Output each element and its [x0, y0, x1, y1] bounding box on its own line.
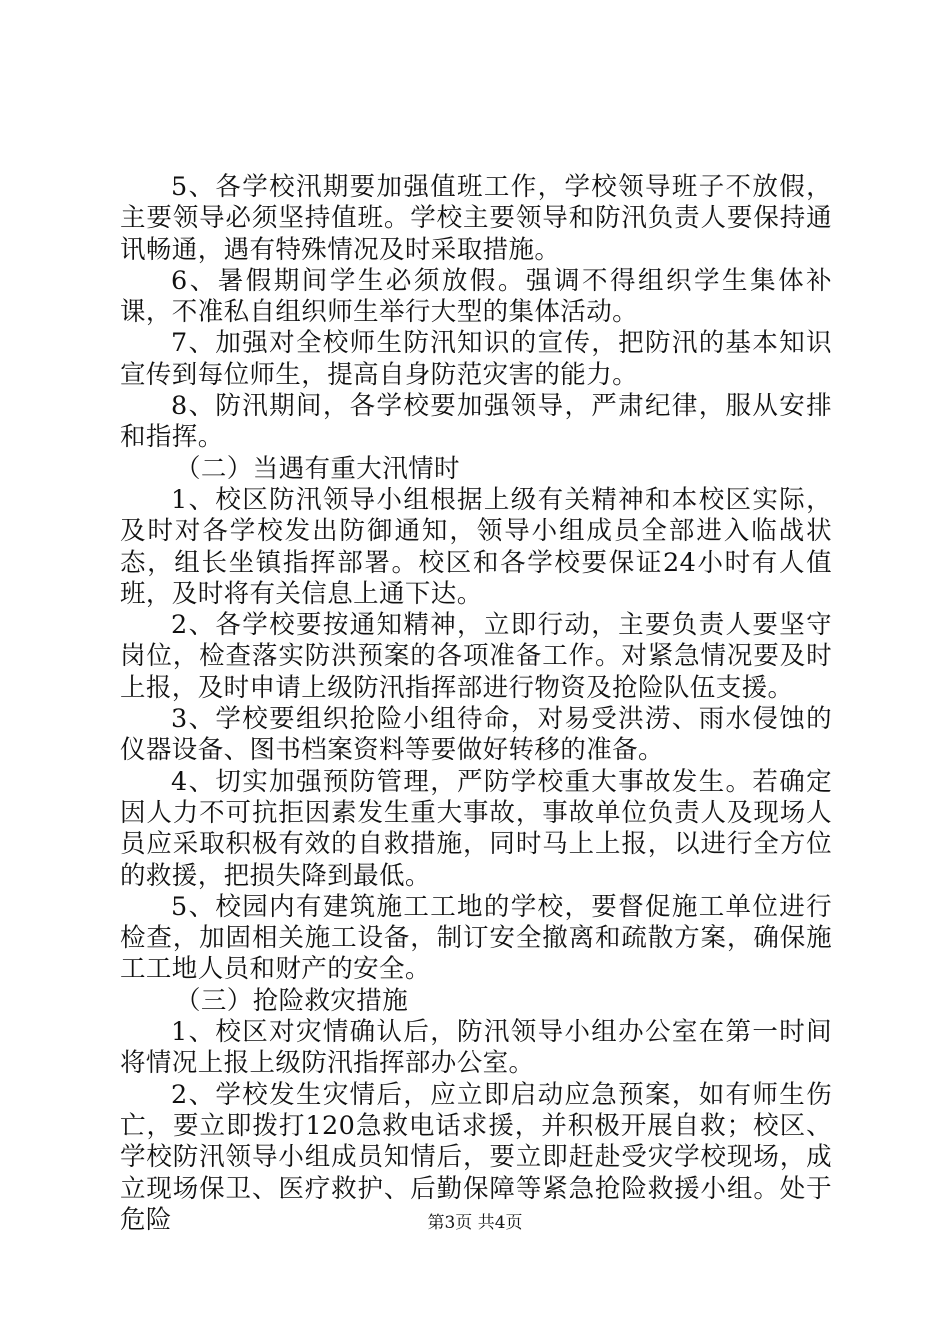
paragraph-rescue-team: 3、学校要组织抢险小组待命，对易受洪涝、雨水侵蚀的仪器设备、图书档案资料等要做好转移的准备。 [120, 704, 832, 766]
paragraph-construction: 5、校园内有建筑施工工地的学校，要督促施工单位进行检查，加固相关施工设备，制订安全撤离和疏散方案，确保施工工地人员和财产的安全。 [120, 891, 832, 985]
paragraph-prevention: 4、切实加强预防管理，严防学校重大事故发生。若确定因人力不可抗拒因素发生重大事故，事故单位负责人及现场人员应采取积极有效的自救措施，同时马上上报，以进行全方位的救援，把损失降到最低。 [120, 766, 832, 891]
page-number-label: 第3页 共4页 [427, 1213, 523, 1233]
paragraph-action: 2、各学校要按通知精神，立即行动，主要负责人要坚守岗位，检查落实防洪预案的各项准备工作。对紧急情况要及时上报，及时申请上级防汛指挥部进行物资及抢险队伍支援。 [120, 610, 832, 703]
paragraph-duty: 5、各学校汛期要加强值班工作，学校领导班子不放假，主要领导必须坚持值班。学校主要领导和防汛负责人要保持通讯畅通，遇有特殊情况及时采取措施。 [120, 172, 832, 265]
paragraph-discipline: 8、防汛期间，各学校要加强领导，严肃纪律，服从安排和指挥。 [120, 391, 832, 453]
section-heading-major-flood: （二）当遇有重大汛情时 [175, 453, 460, 484]
page-footer [0, 1212, 950, 1234]
section-heading-rescue-measures: （三）抢险救灾措施 [175, 985, 409, 1016]
paragraph-report: 1、校区对灾情确认后，防汛领导小组办公室在第一时间将情况上报上级防汛指挥部办公室。 [120, 1017, 832, 1079]
paragraph-emergency-plan: 2、学校发生灾情后，应立即启动应急预案，如有师生伤亡，要立即拨打120急救电话求援，并积极开展自救；校区、学校防汛领导小组成员知情后，要立即赶赴受灾学校现场，成立现场保卫、医疗救护、后勤保障等紧急抢险救援小组。处于危险 [120, 1079, 832, 1235]
paragraph-summer-break: 6、暑假期间学生必须放假。强调不得组织学生集体补课，不准私自组织师生举行大型的集体活动。 [120, 265, 832, 328]
paragraph-leadership-notice: 1、校区防汛领导小组根据上级有关精神和本校区实际，及时对各学校发出防御通知，领导小组成员全部进入临战状态，组长坐镇指挥部署。校区和各学校要保证24小时有人值班，及时将有关信息上通下达。 [120, 484, 832, 609]
paragraph-publicity: 7、加强对全校师生防汛知识的宣传，把防汛的基本知识宣传到每位师生，提高自身防范灾害的能力。 [120, 328, 832, 390]
document-body [120, 172, 832, 1236]
